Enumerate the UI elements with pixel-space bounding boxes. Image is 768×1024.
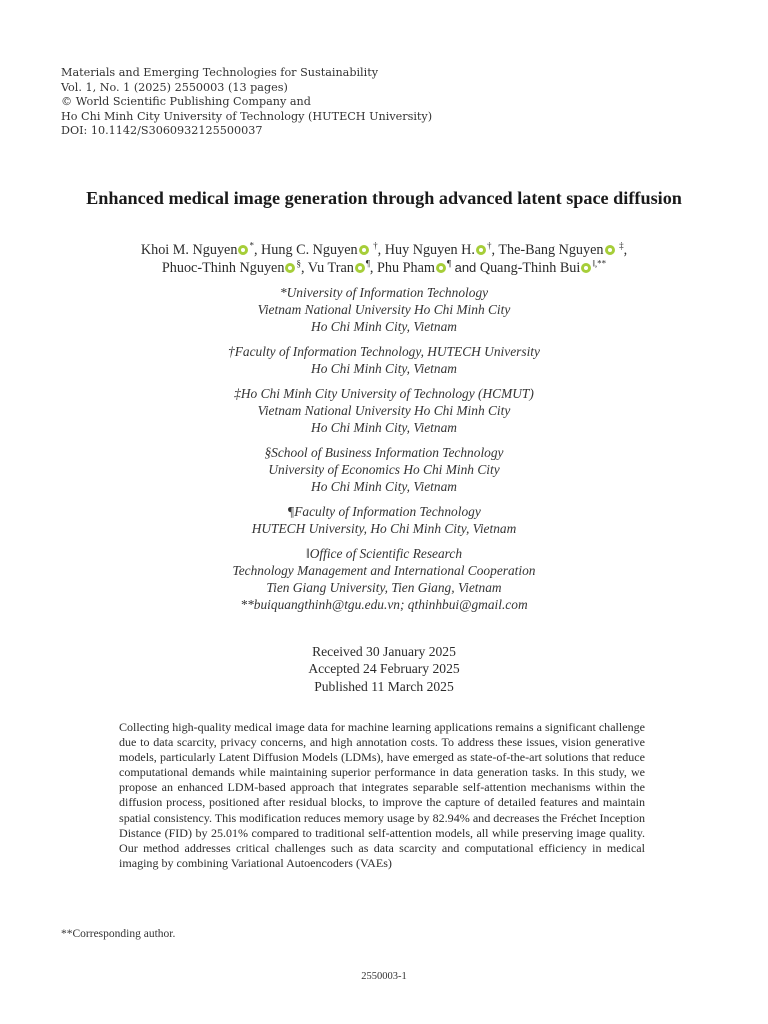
affiliation-line: Tien Giang University, Tien Giang, Vietnam	[266, 580, 502, 595]
journal-name: Materials and Emerging Technologies for Sustainability	[61, 66, 379, 79]
and-word: and	[454, 260, 477, 275]
affiliation-4	[0, 444, 768, 495]
orcid-icon[interactable]	[238, 245, 248, 255]
author-name: Quang-Thinh Bui	[479, 260, 581, 276]
author-name: , Phu Pham	[369, 260, 435, 276]
publication-dates	[0, 643, 768, 695]
affiliation-6	[0, 545, 768, 613]
affiliations	[0, 284, 768, 621]
affil-mark: §	[296, 258, 301, 269]
paper-title: Enhanced medical image generation through advanced latent space diffusion	[86, 188, 682, 208]
orcid-icon[interactable]	[581, 263, 591, 273]
affiliation-line: Ho Chi Minh City, Vietnam	[311, 319, 457, 334]
author-name: Khoi M. Nguyen	[140, 242, 238, 258]
separator: ,	[623, 242, 628, 258]
corresponding-author-footnote: **Corresponding author.	[61, 928, 176, 940]
contact-email[interactable]: **buiquangthinh@tgu.edu.vn; qthinhbui@gmail.com	[240, 597, 528, 612]
affiliation-3	[0, 385, 768, 436]
affil-mark: *	[249, 240, 254, 251]
page-number: 2550003-1	[361, 971, 407, 982]
journal-copyright: © World Scientific Publishing Company and	[61, 95, 311, 109]
author-name: Phuoc-Thinh Nguyen	[161, 260, 285, 276]
published-date: Published 11 March 2025	[314, 678, 454, 694]
affiliation-line: *University of Information Technology	[279, 285, 489, 300]
received-date: Received 30 January 2025	[312, 644, 456, 659]
affiliation-line: HUTECH University, Ho Chi Minh City, Vietnam	[251, 521, 517, 536]
affiliation-line: Ho Chi Minh City, Vietnam	[311, 479, 457, 494]
orcid-icon[interactable]	[436, 263, 446, 273]
affiliation-line: †Faculty of Information Technology, HUTECH University	[228, 344, 540, 359]
abstract: Collecting high-quality medical image data for machine learning applications remains a significant challenge due to data scarcity, privacy concerns, and high annotation costs. To address these issues, vision generative models, particularly Latent Diffusion Models (LDMs), have emerged as state-of-the-art solutions that reduce computational demands while maintaining superior performance in data generation tasks. In this study, we propose an enhanced LDM-based approach that integrates separable self-attention mechanisms within the diffusion process, positioned after residual blocks, to improve the capture of detailed features and maintain spatial consistency. This modification reduces memory usage by 82.94% and decreases the Fréchet Inception Distance (FID) by 25.01% compared to traditional self-attention models, all while preserving image quality. Our method addresses critical challenges such as data scarcity and computational efficiency in medical imaging by combining Variational Autoencoders (VAEs)	[119, 720, 645, 870]
author-name: , Hung C. Nguyen	[253, 242, 358, 258]
affiliation-2	[0, 343, 768, 377]
orcid-icon[interactable]	[285, 263, 295, 273]
affiliation-line: Technology Management and International Cooperation	[232, 563, 536, 578]
affiliation-1	[0, 284, 768, 335]
author-name: , Huy Nguyen H.	[377, 242, 475, 258]
affil-mark: ¶	[365, 258, 370, 269]
orcid-icon[interactable]	[605, 245, 615, 255]
affiliation-line: Ho Chi Minh City, Vietnam	[311, 361, 457, 376]
accepted-date: Accepted 24 February 2025	[308, 661, 460, 677]
orcid-icon[interactable]	[476, 245, 486, 255]
journal-volume: Vol. 1, No. 1 (2025) 2550003 (13 pages)	[61, 80, 288, 94]
author-line-2	[0, 259, 768, 277]
journal-header	[61, 66, 432, 139]
affiliation-line: ‖Office of Scientific Research	[305, 546, 463, 561]
affiliation-line: Ho Chi Minh City, Vietnam	[311, 420, 457, 435]
affiliation-5	[0, 503, 768, 537]
author-list	[0, 241, 768, 277]
affiliation-line: ‡Ho Chi Minh City University of Technology (HCMUT)	[234, 386, 534, 401]
orcid-icon[interactable]	[359, 245, 369, 255]
affil-mark: †	[486, 240, 492, 251]
affil-mark: ‖,**	[592, 258, 607, 269]
affiliation-line: Vietnam National University Ho Chi Minh City	[257, 403, 511, 418]
orcid-icon[interactable]	[355, 263, 365, 273]
author-line-1	[0, 241, 768, 259]
affil-mark: †	[373, 240, 378, 251]
author-name: , Vu Tran	[300, 260, 354, 276]
affiliation-line: §School of Business Information Technology	[264, 445, 504, 460]
journal-copyright-university: Ho Chi Minh City University of Technology (HUTECH University)	[61, 109, 433, 123]
affil-mark: ‡	[619, 240, 624, 251]
journal-doi: DOI: 10.1142/S3060932125500037	[61, 124, 263, 138]
affiliation-line: ¶Faculty of Information Technology	[287, 504, 481, 519]
author-name: , The-Bang Nguyen	[491, 242, 604, 258]
affiliation-line: Vietnam National University Ho Chi Minh City	[257, 302, 511, 317]
affiliation-line: University of Economics Ho Chi Minh City	[268, 462, 500, 477]
affil-mark: ¶	[446, 258, 452, 269]
